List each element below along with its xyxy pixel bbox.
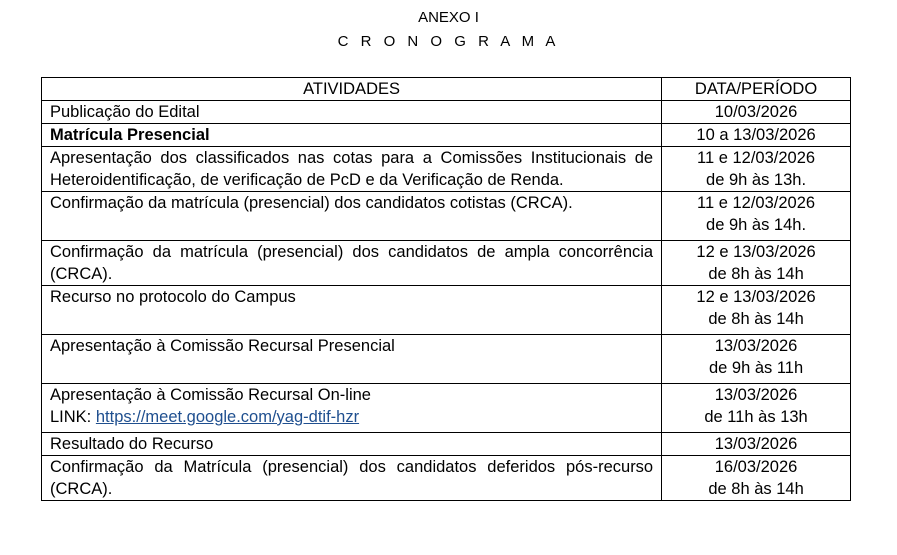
date-cell xyxy=(662,384,851,433)
activity-cell: Apresentação à Comissão Recursal Presencial xyxy=(42,335,662,384)
date-value: 11 e 12/03/2026 xyxy=(697,149,816,167)
date-value: 16/03/2026 xyxy=(714,458,798,476)
time-range: de 8h às 14h xyxy=(708,265,804,283)
date-cell xyxy=(662,335,851,384)
schedule-table xyxy=(41,77,851,501)
date-cell xyxy=(662,286,851,335)
activity-cell: Confirmação da Matrícula (presencial) dos candidatos deferidos pós-recurso (CRCA). xyxy=(42,456,662,501)
table-row xyxy=(42,124,851,147)
link-label: LINK: xyxy=(50,408,92,426)
date-cell xyxy=(662,433,851,456)
date-value: 12 e 13/03/2026 xyxy=(696,243,816,261)
activity-cell: Confirmação da matrícula (presencial) dos candidatos cotistas (CRCA). xyxy=(42,192,662,241)
date-value: 10 a 13/03/2026 xyxy=(696,126,816,144)
date-cell xyxy=(662,456,851,501)
date-cell xyxy=(662,192,851,241)
table-row xyxy=(42,335,851,384)
activity-text: Apresentação à Comissão Recursal On-line xyxy=(50,386,371,404)
table-row xyxy=(42,433,851,456)
activity-cell: Matrícula Presencial xyxy=(42,124,662,147)
column-header-date: DATA/PERÍODO xyxy=(662,78,851,101)
table-row xyxy=(42,192,851,241)
activity-cell: Recurso no protocolo do Campus xyxy=(42,286,662,335)
activity-cell: Apresentação dos classificados nas cotas para a Comissões Institucionais de Heteroidentificação, de verificação de PcD e da Verificação de Renda. xyxy=(42,147,662,192)
date-cell xyxy=(662,101,851,124)
schedule-title: C R O N O G R A M A xyxy=(337,33,560,50)
time-range: de 9h às 11h xyxy=(708,359,804,377)
date-value: 10/03/2026 xyxy=(714,103,798,121)
activity-cell: Resultado do Recurso xyxy=(42,433,662,456)
date-value: 11 e 12/03/2026 xyxy=(697,194,816,212)
time-range: de 9h às 14h. xyxy=(706,216,807,234)
time-range: de 8h às 14h xyxy=(708,310,804,328)
date-cell xyxy=(662,241,851,286)
table-row xyxy=(42,384,851,433)
meeting-link[interactable]: https://meet.google.com/yag-dtif-hzr xyxy=(95,408,360,426)
date-value: 13/03/2026 xyxy=(714,337,798,355)
table-row xyxy=(42,286,851,335)
table-row xyxy=(42,147,851,192)
table-row xyxy=(42,241,851,286)
meeting-link-line xyxy=(50,406,653,428)
date-cell xyxy=(662,147,851,192)
date-value: 13/03/2026 xyxy=(714,435,798,453)
time-range: de 8h às 14h xyxy=(708,480,804,498)
annex-label: ANEXO I xyxy=(418,9,479,26)
date-cell xyxy=(662,124,851,147)
date-value: 12 e 13/03/2026 xyxy=(696,288,816,306)
time-range: de 9h às 13h. xyxy=(706,171,807,189)
activity-cell: Publicação do Edital xyxy=(42,101,662,124)
table-row xyxy=(42,456,851,501)
table-row xyxy=(42,101,851,124)
activity-cell: Confirmação da matrícula (presencial) dos candidatos de ampla concorrência (CRCA). xyxy=(42,241,662,286)
activity-cell xyxy=(42,384,662,433)
table-header-row xyxy=(42,78,851,101)
column-header-activities: ATIVIDADES xyxy=(42,78,662,101)
date-value: 13/03/2026 xyxy=(714,386,798,404)
time-range: de 11h às 13h xyxy=(704,408,808,426)
